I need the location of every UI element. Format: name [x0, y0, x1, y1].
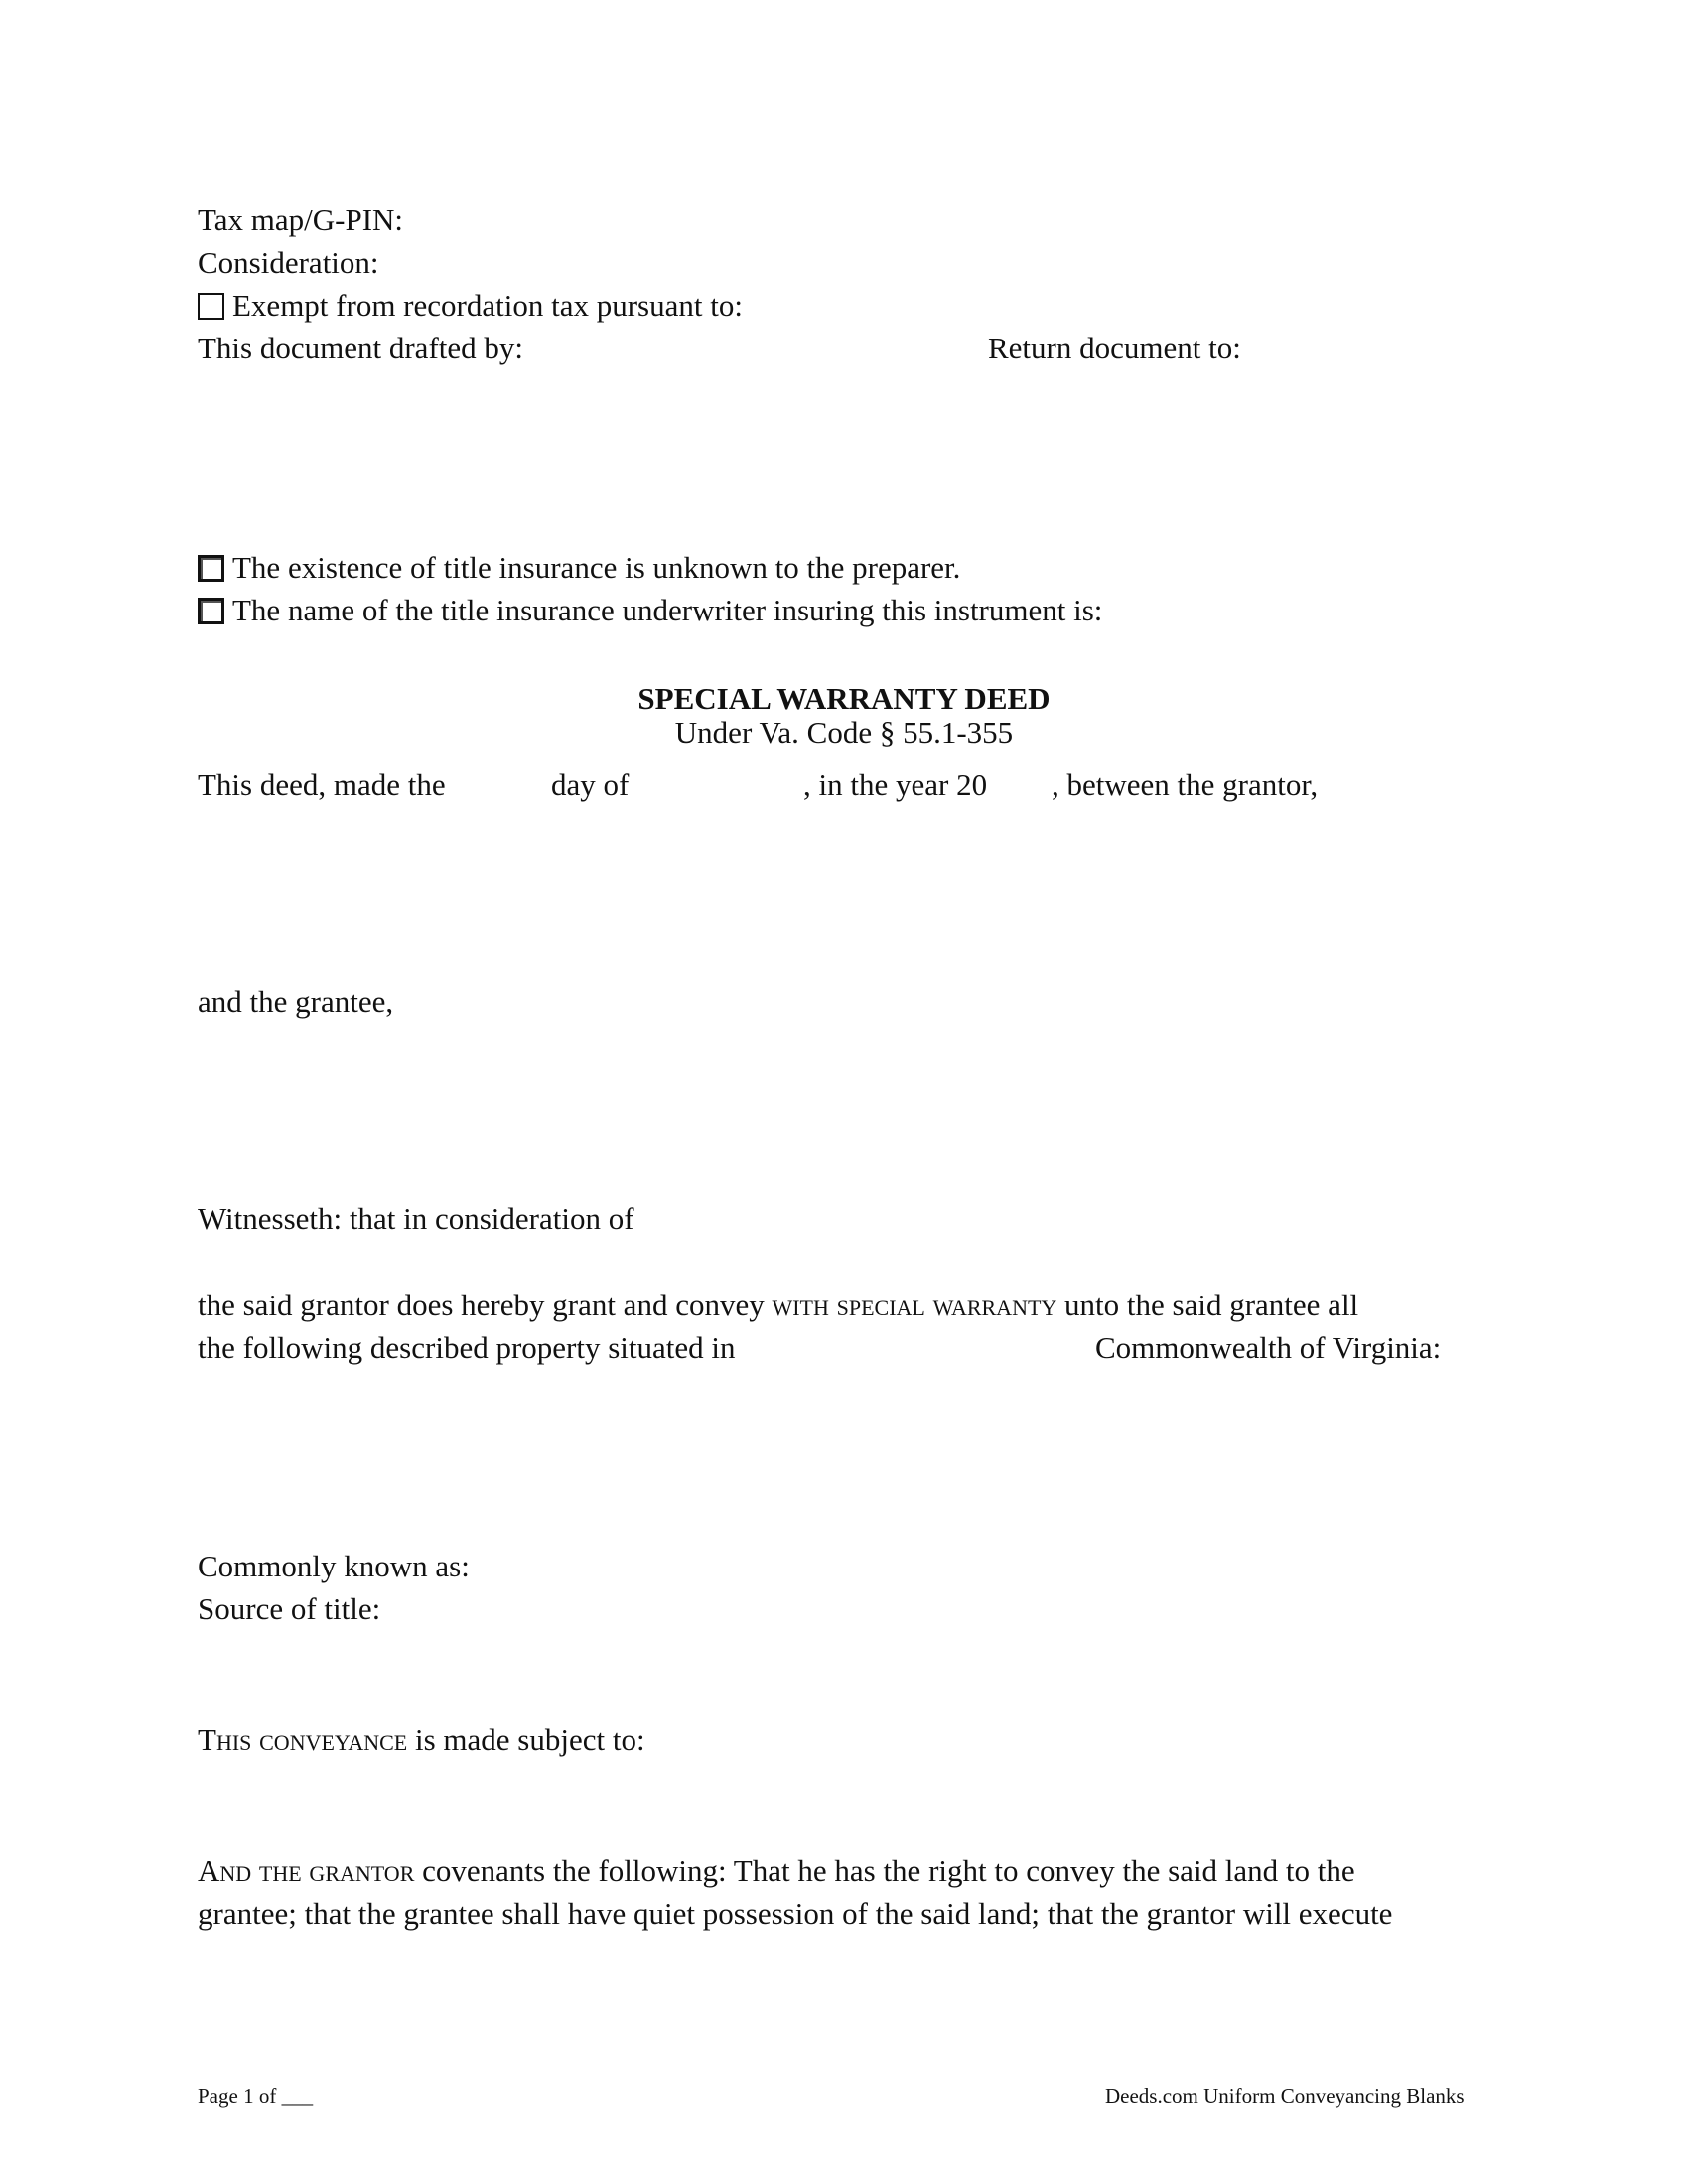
deed-conveyance-smallcaps: his conveyance — [215, 1722, 408, 1757]
title-insurance-unknown-checkbox[interactable] — [198, 555, 224, 582]
deed-in-the-year: , in the year 20 — [803, 767, 988, 802]
deed-conveyance-initial: T — [198, 1722, 216, 1757]
return-to-label: Return document to: — [988, 331, 1241, 365]
exempt-checkbox[interactable] — [198, 293, 224, 320]
deed-covenant-smallcaps: nd the grantor — [219, 1853, 415, 1888]
deed-covenant-line-2: grantee; that the grantee shall have quiet possession of the said land; that the grantor will execute — [198, 1896, 1393, 1931]
deed-witnesseth: Witnesseth: that in consideration of — [198, 1201, 634, 1236]
deed-commonly-known: Commonly known as: — [198, 1549, 470, 1583]
deed-covenant-line-1 — [198, 1852, 1355, 1890]
title-insurance-underwriter-label: The name of the title insurance underwriter insuring this instrument is: — [232, 593, 1103, 627]
deed-grant-pre: the said grantor does hereby grant and convey — [198, 1288, 773, 1322]
consideration-label: Consideration: — [198, 245, 379, 280]
deed-covenant-post: covenants the following: That he has the right to convey the said land to the — [414, 1853, 1355, 1888]
title-insurance-underwriter-checkbox[interactable] — [198, 598, 224, 624]
deed-source-of-title: Source of title: — [198, 1591, 381, 1626]
tax-map-label: Tax map/G-PIN: — [198, 203, 404, 237]
deed-subtitle: Under Va. Code § 55.1-355 — [674, 715, 1014, 750]
deed-covenant-initial: A — [198, 1853, 220, 1888]
deed-between-grantor: , between the grantor, — [1052, 767, 1319, 802]
deed-day-of: day of — [551, 767, 630, 802]
exempt-row — [198, 287, 743, 325]
deed-title: SPECIAL WARRANTY DEED — [637, 681, 1051, 716]
deed-conveyance-line — [198, 1721, 645, 1759]
deed-grant-post: unto the said grantee all — [1056, 1288, 1359, 1322]
title-insurance-unknown-label: The existence of title insurance is unknown to the preparer. — [232, 550, 961, 585]
title-insurance-underwriter-row — [198, 592, 1102, 629]
exempt-label: Exempt from recordation tax pursuant to: — [232, 288, 743, 323]
title-insurance-unknown-row — [198, 549, 960, 587]
drafted-by-label: This document drafted by: — [198, 331, 523, 365]
deed-grant-line — [198, 1287, 1358, 1324]
deed-grant-special-warranty: with special warranty — [772, 1288, 1057, 1322]
footer-page-number: Page 1 of ___ — [198, 2084, 314, 2108]
deed-made-the: This deed, made the — [198, 767, 446, 802]
deed-and-grantee: and the grantee, — [198, 984, 394, 1019]
deed-property-situated: the following described property situated in — [198, 1330, 736, 1365]
deed-commonwealth: Commonwealth of Virginia: — [1095, 1330, 1442, 1365]
deed-conveyance-post: is made subject to: — [407, 1722, 645, 1757]
footer-brand: Deeds.com Uniform Conveyancing Blanks — [1105, 2084, 1465, 2108]
